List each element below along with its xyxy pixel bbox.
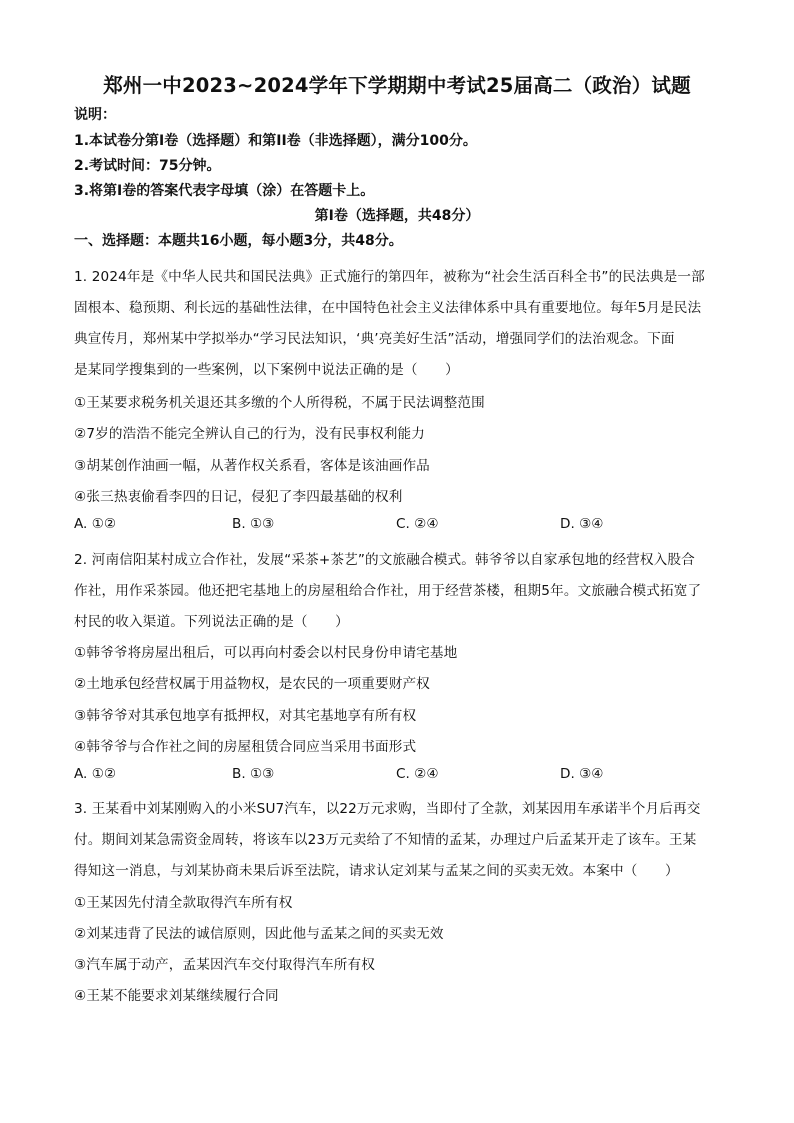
question-1-statement-2: ②7岁的浩浩不能完全辨认自己的行为，没有民事权利能力 [74,426,425,442]
section-title: 第Ⅰ卷（选择题，共48分） [314,208,480,224]
question-2-statement-4: ④韩爷爷与合作社之间的房屋租赁合同应当采用书面形式 [74,739,417,755]
question-1-line-1: 1. 2024年是《中华人民共和国民法典》正式施行的第四年，被称为“社会生活百科全书”的民法典是一部 [74,269,705,285]
question-2-line-3: 村民的收入渠道。下列说法正确的是（ ） [74,614,349,630]
question-3-statement-2: ②刘某违背了民法的诚信原则，因此他与孟某之间的买卖无效 [74,926,444,942]
question-3-statement-3: ③汽车属于动产，孟某因汽车交付取得汽车所有权 [74,957,375,973]
question-1-line-3: 典宣传月，郑州某中学拟举办“学习民法知识，‘典’亮美好生活”活动，增强同学们的法治观念。下面 [74,331,675,347]
question-1-statement-4: ④张三热衷偷看李四的日记，侵犯了李四最基础的权利 [74,489,403,505]
question-3-statement-1: ①王某因先付清全款取得汽车所有权 [74,895,293,911]
question-3-line-1: 3. 王某看中刘某刚购入的小米SU7汽车，以22万元求购，当即付了全款，刘某因用车承诺半个月后再交 [74,801,701,817]
question-1-statement-3: ③胡某创作油画一幅，从著作权关系看，客体是该油画作品 [74,458,430,474]
question-1-line-2: 固根本、稳预期、利长远的基础性法律，在中国特色社会主义法律体系中具有重要地位。每年5月是民法 [74,300,702,316]
question-1-option-a[interactable]: A. ①② [74,516,117,532]
question-3-line-3: 得知这一消息，与刘某协商未果后诉至法院，请求认定刘某与孟某之间的买卖无效。本案中（ ） [74,863,679,879]
question-1-statement-1: ①王某要求税务机关退还其多缴的个人所得税，不属于民法调整范围 [74,395,485,411]
question-3-line-2: 付。期间刘某急需资金周转，将该车以23万元卖给了不知情的孟某，办理过户后孟某开走了该车。王某 [74,832,697,848]
question-2-statement-2: ②土地承包经营权属于用益物权，是农民的一项重要财产权 [74,676,430,692]
note-item-3: 3.将第Ⅰ卷的答案代表字母填（涂）在答题卡上。 [74,183,375,199]
question-1-options [74,516,724,536]
question-2-statement-3: ③韩爷爷对其承包地享有抵押权，对其宅基地享有所有权 [74,708,417,724]
question-1-line-4: 是某同学搜集到的一些案例，以下案例中说法正确的是（ ） [74,362,459,378]
question-2-statement-1: ①韩爷爷将房屋出租后，可以再向村委会以村民身份申请宅基地 [74,645,458,661]
note-item-1: 1.本试卷分第Ⅰ卷（选择题）和第II卷（非选择题），满分100分。 [74,133,477,149]
question-2-line-2: 作社，用作采茶园。他还把宅基地上的房屋租给合作社，用于经营茶楼，租期5年。文旅融合模式拓宽了 [74,583,702,599]
question-2-option-b[interactable]: B. ①③ [232,766,275,782]
notes-heading: 说明： [74,107,116,123]
note-item-2: 2.考试时间：75分钟。 [74,158,221,174]
part-heading: 一、选择题：本题共16小题，每小题3分，共48分。 [74,233,403,249]
question-2-option-d[interactable]: D. ③④ [560,766,604,782]
question-2-line-1: 2. 河南信阳某村成立合作社，发展“采茶+茶艺”的文旅融合模式。韩爷爷以自家承包地的经营权入股合 [74,552,695,568]
question-2-option-a[interactable]: A. ①② [74,766,117,782]
exam-title: 郑州一中2023~2024学年下学期期中考试25届高二（政治）试题 [103,74,691,97]
question-1-option-c[interactable]: C. ②④ [396,516,439,532]
question-2-option-c[interactable]: C. ②④ [396,766,439,782]
question-1-option-d[interactable]: D. ③④ [560,516,604,532]
question-1-option-b[interactable]: B. ①③ [232,516,275,532]
question-3-statement-4: ④王某不能要求刘某继续履行合同 [74,988,279,1004]
question-2-options [74,766,724,786]
